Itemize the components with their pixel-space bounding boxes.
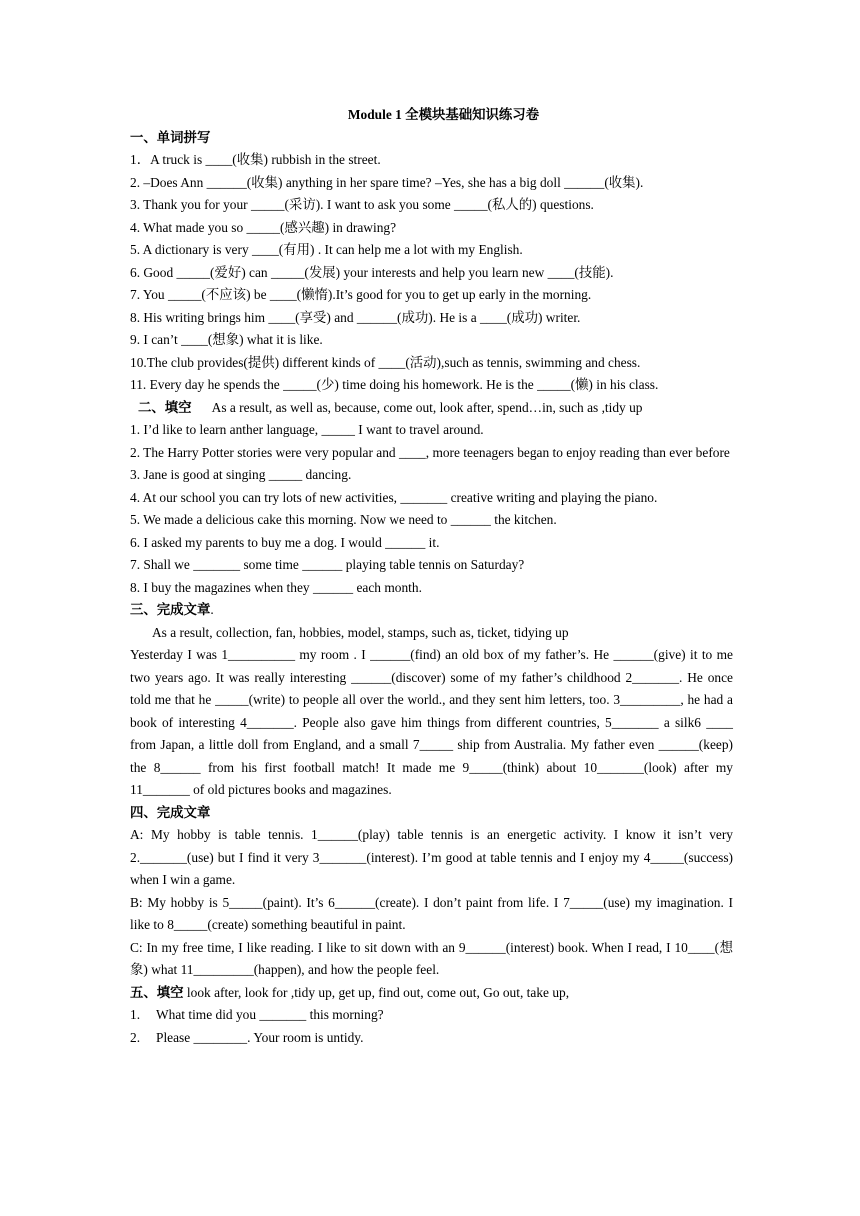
exercise-item: 9. I can’t ____(想象) what it is like. xyxy=(130,332,323,347)
section-3-title: 三、完成文章 xyxy=(130,602,211,617)
section-4-heading: 四、完成文章 xyxy=(130,804,211,820)
section-1-list xyxy=(130,149,733,397)
section-4-paragraph-b: B: My hobby is 5_____(paint). It’s 6______(create). I don’t paint from life. I 7_____(use) my imagination. I like to 8_____(create) something beautiful in paint. xyxy=(130,894,733,932)
exercise-item: 1．A truck is ____(收集) rubbish in the street. xyxy=(130,152,381,167)
exercise-item: 4. At our school you can try lots of new activities, _______ creative writing and playing the piano. xyxy=(130,489,658,505)
section-5-word-bank: look after, look for ,tidy up, get up, find out, come out, Go out, take up, xyxy=(183,984,570,1000)
exercise-item: 7. You _____(不应该) be ____(懒惰).It’s good for you to get up early in the morning. xyxy=(130,287,592,302)
exercise-item: 8. His writing brings him ____(享受) and ______(成功). He is a ____(成功) writer. xyxy=(130,309,581,325)
worksheet-page xyxy=(130,104,733,1049)
section-4-paragraph-c: C: In my free time, I like reading. I like to sit down with an 9______(interest) book. When I read, I 10____(想象) what 11_________(happen), and how the people feel. xyxy=(130,939,733,977)
section-3-passage: Yesterday I was 1__________ my room . I ______(find) an old box of my father’s. He ______(give) it to me two years ago. It was really interesting ______(discover) some of my father’s childhood 2_______. He once told me that he _____(write) to people all over the world., and they sent him letters, too. 3_________, he had a book of interesting 4_______. People also gave him things from different countries, 5_______ a silk6 ____ from Japan, a little doll from England, and a small 7_____ ship from Australia. My father even ______(keep) the 8______ from his first football match! It made me 9_____(think) about 10_______(look) after my 11_______ of old pictures books and magazines. xyxy=(130,647,733,797)
exercise-item: 2. –Does Ann ______(收集) anything in her spare time? –Yes, she has a big doll ______(收集). xyxy=(130,174,644,190)
exercise-item: 5. A dictionary is very ____(有用) . It can help me a lot with my English. xyxy=(130,242,523,257)
exercise-item: 11. Every day he spends the _____(少) time doing his homework. He is the _____(懒) in his class. xyxy=(130,377,659,392)
section-2-word-bank: As a result, as well as, because, come out, look after, spend…in, such as ,tidy up xyxy=(211,399,643,415)
exercise-item: 7. Shall we _______ some time ______ playing table tennis on Saturday? xyxy=(130,557,525,572)
section-2-list xyxy=(130,419,733,599)
item-text: What time did you _______ this morning? xyxy=(156,1007,384,1022)
section-5-title: 五、填空 xyxy=(130,984,184,1000)
section-1-heading: 一、单词拼写 xyxy=(130,129,211,145)
section-2-title: 二、填空 xyxy=(138,399,192,415)
exercise-item: 2. The Harry Potter stories were very popular and ____, more teenagers began to enjoy reading than ever before xyxy=(130,444,730,460)
exercise-item: 3. Thank you for your _____(采访). I want to ask you some _____(私人的) questions. xyxy=(130,197,594,212)
section-2-heading xyxy=(130,397,733,420)
exercise-item xyxy=(130,1004,733,1027)
exercise-item: 8. I buy the magazines when they ______ each month. xyxy=(130,579,422,595)
section-3-heading xyxy=(130,599,733,622)
page-title: Module 1 全模块基础知识练习卷 xyxy=(347,107,540,122)
section-5-list xyxy=(130,1004,733,1049)
section-3-heading-tail: . xyxy=(210,602,214,617)
exercise-item: 10.The club provides(提供) different kinds of ____(活动),such as tennis, swimming and chess. xyxy=(130,354,641,370)
section-4-paragraph-a: A: My hobby is table tennis. 1______(play) table tennis is an energetic activity. I know it isn’t very 2._______(use) but I find it very 3_______(interest). I’m good at table tennis and I enjoy my 4_____(success) when I win a game. xyxy=(130,827,733,887)
exercise-item: 4. What made you so _____(感兴趣) in drawing? xyxy=(130,219,397,235)
exercise-item: 6. Good _____(爱好) can _____(发展) your interests and help you learn new ____(技能). xyxy=(130,264,614,280)
exercise-item xyxy=(130,1027,733,1050)
item-text: Please ________. Your room is untidy. xyxy=(156,1029,364,1045)
exercise-item: 3. Jane is good at singing _____ dancing. xyxy=(130,467,352,482)
item-number: 1. xyxy=(130,1007,141,1022)
exercise-item: 1. I’d like to learn anther language, _____ I want to travel around. xyxy=(130,422,484,437)
exercise-item: 6. I asked my parents to buy me a dog. I would ______ it. xyxy=(130,534,440,550)
exercise-item: 5. We made a delicious cake this morning. Now we need to ______ the kitchen. xyxy=(130,512,557,527)
section-3-word-bank: As a result, collection, fan, hobbies, model, stamps, such as, ticket, tidying up xyxy=(152,624,569,640)
item-number: 2. xyxy=(130,1029,141,1045)
section-5-heading xyxy=(130,982,733,1005)
